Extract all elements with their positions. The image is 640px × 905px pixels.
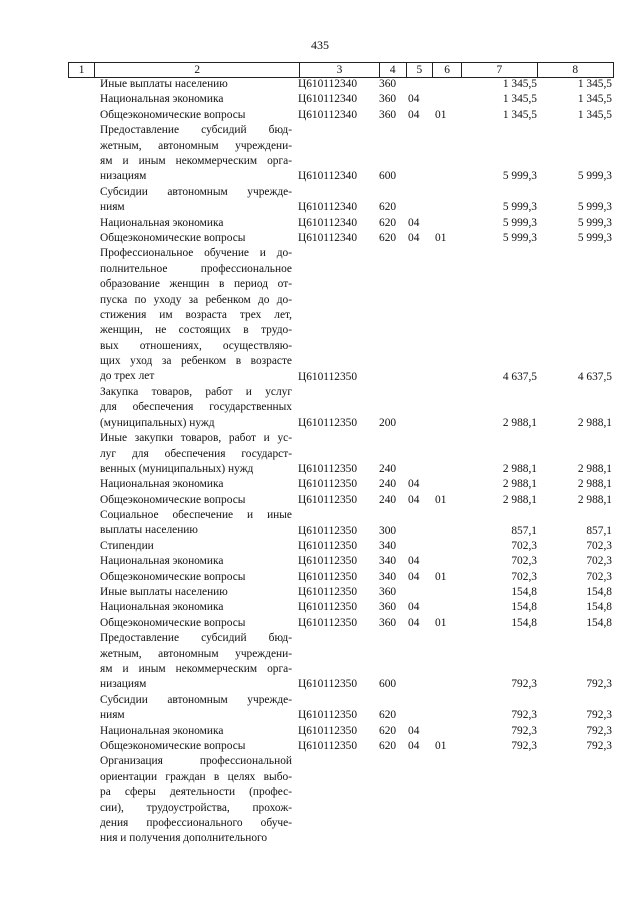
amount-col-8: 5 999,3 [577, 231, 612, 244]
row-description [100, 216, 292, 231]
description-line: луг для обеспечения государст- [100, 447, 292, 460]
amount-col-7: 154,8 [511, 586, 537, 599]
table-row [68, 493, 614, 508]
description-line: ния и получения дополнительного [100, 832, 268, 845]
target-code: Ц610112350 [298, 524, 358, 537]
table-row [68, 77, 614, 92]
table-row [68, 216, 614, 231]
description-line: Национальная экономика [100, 478, 224, 491]
expense-type: 240 [379, 478, 397, 491]
expense-type: 200 [379, 416, 397, 429]
amount-col-7: 2 988,1 [502, 462, 537, 475]
column-header-2: 2 [95, 63, 300, 78]
amount-col-8: 2 988,1 [577, 493, 612, 506]
subsection-code: 01 [435, 231, 447, 244]
description-line: Общеэкономические вопросы [100, 493, 246, 506]
target-code: Ц610112350 [298, 724, 358, 737]
amount-col-7: 792,3 [511, 724, 537, 737]
description-line: низациям [100, 678, 147, 691]
table-row [68, 539, 614, 554]
description-line: Профессиональное обучение и до- [100, 247, 292, 260]
description-line: до трех лет [100, 370, 155, 383]
section-code: 04 [408, 493, 420, 506]
column-header-4: 4 [379, 63, 406, 78]
target-code: Ц610112340 [298, 201, 358, 214]
description-line: Предоставление субсидий бюд- [100, 632, 292, 645]
amount-col-7: 1 345,5 [502, 108, 537, 121]
description-line: ям и иным некоммерческим орга- [100, 154, 292, 167]
section-code: 04 [408, 93, 420, 106]
section-code: 04 [408, 740, 420, 753]
table-row [68, 108, 614, 123]
section-code: 04 [408, 478, 420, 491]
amount-col-7: 5 999,3 [502, 216, 537, 229]
expense-type: 620 [379, 201, 397, 214]
table-row [68, 123, 614, 185]
target-code: Ц610112340 [298, 108, 358, 121]
amount-col-8: 792,3 [586, 740, 612, 753]
amount-col-8: 792,3 [586, 678, 612, 691]
subsection-code [435, 539, 457, 554]
description-line: женщин, не состоящих в трудо- [100, 324, 292, 337]
amount-col-8: 2 988,1 [577, 416, 612, 429]
table-row [68, 508, 614, 539]
expense-type: 600 [379, 678, 397, 691]
row-description [100, 92, 292, 107]
subsection-code [435, 724, 457, 739]
section-code [408, 585, 430, 600]
subsection-code [435, 585, 457, 600]
description-line: Общеэкономические вопросы [100, 231, 246, 244]
table-row [68, 585, 614, 600]
section-code [408, 169, 430, 184]
table-row [68, 231, 614, 246]
section-code [408, 462, 430, 477]
section-code: 04 [408, 570, 420, 583]
table-row [68, 477, 614, 492]
row-description [100, 231, 292, 246]
amount-col-8: 1 345,5 [577, 78, 612, 90]
row-description [100, 431, 292, 477]
expense-type [379, 831, 405, 846]
description-line: (муниципальных) нужд [100, 416, 215, 429]
subsection-code [435, 524, 457, 539]
subsection-code [435, 600, 457, 615]
section-code: 04 [408, 216, 420, 229]
table-row [68, 92, 614, 107]
expense-type: 360 [379, 586, 397, 599]
amount-col-7: 154,8 [511, 601, 537, 614]
expense-type: 240 [379, 493, 397, 506]
column-header-8: 8 [537, 63, 613, 78]
amount-col-7: 2 988,1 [502, 478, 537, 491]
expense-type: 360 [379, 78, 397, 90]
row-description [100, 570, 292, 585]
expense-type: 240 [379, 462, 397, 475]
subsection-code [435, 708, 457, 723]
description-line: Субсидии автономным учрежде- [100, 185, 292, 198]
amount-col-7: 154,8 [511, 616, 537, 629]
description-line: сии), трудоустройства, прохож- [100, 801, 292, 814]
row-description [100, 385, 292, 431]
target-code: Ц610112350 [298, 478, 358, 491]
description-line: жетным, автономным учреждени- [100, 647, 292, 660]
subsection-code [435, 477, 457, 492]
description-line: Национальная экономика [100, 216, 224, 229]
target-code: Ц610112350 [298, 462, 358, 475]
page-number: 435 [311, 38, 329, 52]
expense-type: 620 [379, 216, 397, 229]
expense-type: 340 [379, 570, 397, 583]
description-line: Иные выплаты населению [100, 78, 228, 90]
amount-col-7: 5 999,3 [502, 201, 537, 214]
description-line: вых отношениях, осуществляю- [100, 339, 292, 352]
subsection-code [435, 92, 457, 107]
expense-type [379, 370, 405, 385]
section-code [408, 524, 430, 539]
amount-col-7: 2 988,1 [502, 416, 537, 429]
amount-col-8: 857,1 [586, 524, 612, 537]
target-code: Ц610112340 [298, 216, 358, 229]
subsection-code [435, 462, 457, 477]
table-row [68, 554, 614, 569]
amount-col-8: 792,3 [586, 724, 612, 737]
amount-col-8: 792,3 [586, 709, 612, 722]
section-code: 04 [408, 616, 420, 629]
amount-col-7: 702,3 [511, 539, 537, 552]
section-code: 04 [408, 724, 420, 737]
amount-col-8: 5 999,3 [577, 216, 612, 229]
amount-col-8: 1 345,5 [577, 93, 612, 106]
table-row [68, 631, 614, 693]
section-code: 04 [408, 555, 420, 568]
target-code: Ц610112350 [298, 370, 358, 383]
description-line: Социальное обеспечение и иные [100, 509, 292, 522]
column-header-7: 7 [462, 63, 537, 78]
row-description [100, 108, 292, 123]
target-code: Ц610112350 [298, 555, 358, 568]
amount-col-7: 5 999,3 [502, 170, 537, 183]
amount-col-8 [544, 831, 612, 846]
subsection-code [435, 554, 457, 569]
row-description [100, 493, 292, 508]
table-row [68, 724, 614, 739]
table-row [68, 693, 614, 724]
description-line: для обеспечения государственных [100, 401, 292, 414]
table-row [68, 600, 614, 615]
subsection-code [435, 416, 457, 431]
row-description [100, 631, 292, 693]
amount-col-8: 4 637,5 [577, 370, 612, 383]
target-code: Ц610112340 [298, 78, 358, 90]
description-line: стижения им возраста трех лет, [100, 308, 292, 321]
row-description [100, 539, 292, 554]
description-line: Общеэкономические вопросы [100, 740, 246, 753]
section-code [408, 677, 430, 692]
description-line: низациям [100, 170, 147, 183]
amount-col-7: 5 999,3 [502, 231, 537, 244]
description-line: ниям [100, 709, 125, 722]
expense-type: 620 [379, 724, 397, 737]
description-line: ям и иным некоммерческим орга- [100, 663, 292, 676]
amount-col-7: 857,1 [511, 524, 537, 537]
description-line: выплаты населению [100, 524, 198, 537]
row-description [100, 246, 292, 385]
target-code: Ц610112350 [298, 616, 358, 629]
section-code: 04 [408, 601, 420, 614]
description-line: ра сферы деятельности (профес- [100, 786, 292, 799]
amount-col-7: 702,3 [511, 570, 537, 583]
table-row [68, 754, 614, 846]
target-code: Ц610112350 [298, 678, 358, 691]
amount-col-8: 5 999,3 [577, 201, 612, 214]
section-code [408, 708, 430, 723]
expense-type: 600 [379, 170, 397, 183]
description-line: Общеэкономические вопросы [100, 570, 246, 583]
table-row [68, 570, 614, 585]
description-line: ориентации граждан в целях выбо- [100, 770, 292, 783]
section-code [408, 77, 430, 92]
target-code: Ц610112350 [298, 740, 358, 753]
target-code: Ц610112350 [298, 416, 358, 429]
column-header-row [69, 63, 614, 78]
description-line: Национальная экономика [100, 724, 224, 737]
amount-col-7: 4 637,5 [502, 370, 537, 383]
expense-type: 340 [379, 555, 397, 568]
row-description [100, 739, 292, 754]
table-row [68, 185, 614, 216]
row-description [100, 616, 292, 631]
target-code: Ц610112350 [298, 709, 358, 722]
description-line: Стипендии [100, 539, 154, 552]
amount-col-7: 792,3 [511, 740, 537, 753]
section-code [408, 200, 430, 215]
description-line: Национальная экономика [100, 601, 224, 614]
expense-type: 620 [379, 709, 397, 722]
table-row [68, 385, 614, 431]
subsection-code: 01 [435, 616, 447, 629]
target-code [298, 831, 376, 846]
amount-col-8: 154,8 [586, 586, 612, 599]
description-line: Национальная экономика [100, 555, 224, 568]
amount-col-8: 154,8 [586, 616, 612, 629]
target-code: Ц610112350 [298, 539, 358, 552]
subsection-code [435, 77, 457, 92]
amount-col-8: 702,3 [586, 539, 612, 552]
subsection-code [435, 831, 457, 846]
description-line: Субсидии автономным учрежде- [100, 693, 292, 706]
target-code: Ц610112340 [298, 93, 358, 106]
subsection-code: 01 [435, 740, 447, 753]
subsection-code [435, 200, 457, 215]
amount-col-8: 1 345,5 [577, 108, 612, 121]
subsection-code [435, 169, 457, 184]
section-code [408, 416, 430, 431]
expense-type: 360 [379, 601, 397, 614]
subsection-code: 01 [435, 570, 447, 583]
table-row [68, 431, 614, 477]
table-row [68, 739, 614, 754]
expense-type: 300 [379, 524, 397, 537]
row-description [100, 508, 292, 539]
column-header-5: 5 [406, 63, 432, 78]
amount-col-8: 702,3 [586, 570, 612, 583]
amount-col-8: 5 999,3 [577, 170, 612, 183]
section-code [408, 831, 430, 846]
subsection-code: 01 [435, 493, 447, 506]
row-description [100, 600, 292, 615]
table-row [68, 616, 614, 631]
description-line: ниям [100, 201, 125, 214]
row-description [100, 554, 292, 569]
description-line: Закупка товаров, работ и услуг [100, 385, 292, 398]
target-code: Ц610112340 [298, 170, 358, 183]
column-header-table [68, 62, 614, 78]
section-code: 04 [408, 231, 420, 244]
amount-col-7 [468, 831, 537, 846]
description-line: Организация профессиональной [100, 755, 292, 768]
column-header-3: 3 [300, 63, 379, 78]
section-code [408, 370, 430, 385]
row-description [100, 123, 292, 185]
description-line: Иные выплаты населению [100, 586, 228, 599]
expense-type: 360 [379, 93, 397, 106]
expense-type: 360 [379, 108, 397, 121]
description-line: полнительное профессиональное [100, 262, 292, 275]
column-header-1: 1 [69, 63, 95, 78]
amount-col-7: 792,3 [511, 678, 537, 691]
description-line: Общеэкономические вопросы [100, 616, 246, 629]
row-description [100, 185, 292, 216]
description-line: Предоставление субсидий бюд- [100, 124, 292, 137]
description-line: пуска по уходу за ребенком до до- [100, 293, 292, 306]
expense-type: 360 [379, 616, 397, 629]
target-code: Ц610112350 [298, 601, 358, 614]
target-code: Ц610112350 [298, 570, 358, 583]
row-description [100, 585, 292, 600]
amount-col-7: 702,3 [511, 555, 537, 568]
row-description [100, 724, 292, 739]
row-description [100, 477, 292, 492]
description-line: щих уход за ребенком в возрасте [100, 355, 292, 368]
target-code: Ц610112350 [298, 493, 358, 506]
description-line: образование женщин в период от- [100, 278, 292, 291]
amount-col-7: 2 988,1 [502, 493, 537, 506]
amount-col-8: 702,3 [586, 555, 612, 568]
description-line: дения профессионального обуче- [100, 816, 292, 829]
expense-type: 620 [379, 740, 397, 753]
row-description [100, 693, 292, 724]
description-line: Иные закупки товаров, работ и ус- [100, 432, 292, 445]
subsection-code: 01 [435, 108, 447, 121]
target-code: Ц610112340 [298, 231, 358, 244]
expense-type: 340 [379, 539, 397, 552]
budget-table-body [68, 77, 614, 847]
description-line: жетным, автономным учреждени- [100, 139, 292, 152]
row-description [100, 77, 292, 92]
amount-col-7: 792,3 [511, 709, 537, 722]
section-code: 04 [408, 108, 420, 121]
amount-col-8: 154,8 [586, 601, 612, 614]
amount-col-7: 1 345,5 [502, 93, 537, 106]
amount-col-7: 1 345,5 [502, 78, 537, 90]
description-line: венных (муниципальных) нужд [100, 462, 254, 475]
row-description [100, 754, 292, 846]
subsection-code [435, 370, 457, 385]
subsection-code [435, 677, 457, 692]
amount-col-8: 2 988,1 [577, 478, 612, 491]
description-line: Общеэкономические вопросы [100, 108, 246, 121]
expense-type: 620 [379, 231, 397, 244]
target-code: Ц610112350 [298, 586, 358, 599]
column-header-6: 6 [432, 63, 461, 78]
table-row [68, 246, 614, 385]
amount-col-8: 2 988,1 [577, 462, 612, 475]
description-line: Национальная экономика [100, 93, 224, 106]
section-code [408, 539, 430, 554]
subsection-code [435, 216, 457, 231]
